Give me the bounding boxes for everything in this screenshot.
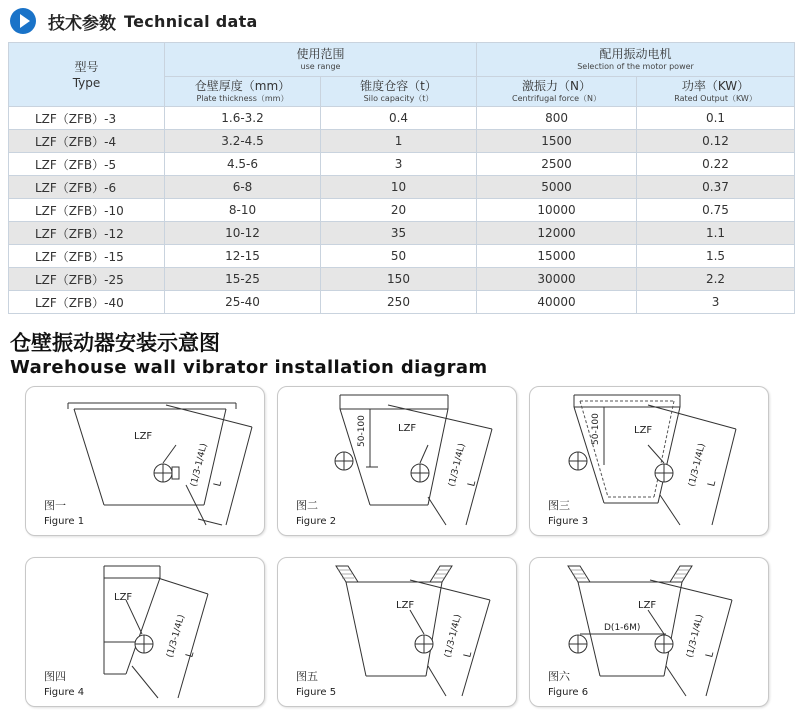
figure-3-panel [529,386,769,536]
cell-model: LZF（ZFB）-10 [9,199,165,222]
cell-silo-capacity: 0.4 [321,107,477,130]
label-lzf: LZF [638,600,657,611]
label-ratio: (1/3-1/4L) [443,613,464,659]
cell-centrifugal-force: 10000 [477,199,637,222]
cell-plate-thickness: 10-12 [165,222,321,245]
cell-plate-thickness: 4.5-6 [165,153,321,176]
cell-rated-output: 0.75 [637,199,795,222]
header-type: 型号 Type [9,43,165,107]
table-row [9,199,795,222]
technical-data-header [10,6,258,36]
cell-centrifugal-force: 800 [477,107,637,130]
table-row [9,268,795,291]
figure-4-panel [25,557,265,707]
cell-centrifugal-force: 2500 [477,153,637,176]
header-motor: 配用振动电机 Selection of the motor power [477,43,795,77]
technical-data-table [8,42,795,314]
label-l: L [466,479,479,488]
label-ratio: (1/3-1/4L) [447,442,468,488]
cell-centrifugal-force: 1500 [477,130,637,153]
diagram-title-en: Warehouse wall vibrator installation diagram [10,357,488,378]
cell-silo-capacity: 35 [321,222,477,245]
label-lzf: LZF [114,592,133,603]
figure-5-label-en: Figure 5 [296,687,337,698]
cell-centrifugal-force: 12000 [477,222,637,245]
cell-centrifugal-force: 5000 [477,176,637,199]
cell-rated-output: 0.37 [637,176,795,199]
cell-plate-thickness: 3.2-4.5 [165,130,321,153]
label-l: L [706,479,719,488]
figure-4-label-zh: 图四 [44,670,66,683]
cell-plate-thickness: 25-40 [165,291,321,314]
cell-model: LZF（ZFB）-5 [9,153,165,176]
label-lzf: LZF [134,431,153,442]
table-row [9,153,795,176]
label-ratio: (1/3-1/4L) [685,613,706,659]
cell-silo-capacity: 50 [321,245,477,268]
table-row [9,222,795,245]
header-plate-thickness: 仓壁厚度（mm） Plate thickness（mm） [165,77,321,107]
figure-6-label-zh: 图六 [548,670,570,683]
cell-model: LZF（ZFB）-40 [9,291,165,314]
label-ratio: (1/3-1/4L) [687,442,708,488]
cell-centrifugal-force: 15000 [477,245,637,268]
cell-model: LZF（ZFB）-15 [9,245,165,268]
figure-6-panel [529,557,769,707]
figure-6-label-en: Figure 6 [548,687,589,698]
header-use-range: 使用范围 use range [165,43,477,77]
diagram-title-zh: 仓壁振动器安装示意图 [10,331,220,355]
cell-plate-thickness: 6-8 [165,176,321,199]
label-distance: D(1-6M) [604,623,641,633]
cell-rated-output: 0.22 [637,153,795,176]
cell-plate-thickness: 12-15 [165,245,321,268]
figure-3-label-en: Figure 3 [548,516,589,527]
cell-silo-capacity: 20 [321,199,477,222]
cell-silo-capacity: 3 [321,153,477,176]
cell-plate-thickness: 8-10 [165,199,321,222]
figure-2-label-zh: 图二 [296,499,318,512]
cell-model: LZF（ZFB）-25 [9,268,165,291]
figure-1-panel [25,386,265,536]
table-row [9,245,795,268]
cell-rated-output: 3 [637,291,795,314]
figure-1-label-zh: 图一 [44,499,66,512]
cell-rated-output: 1.1 [637,222,795,245]
cell-silo-capacity: 1 [321,130,477,153]
label-l: L [212,479,225,488]
cell-rated-output: 2.2 [637,268,795,291]
cell-plate-thickness: 1.6-3.2 [165,107,321,130]
section-title-zh: 技术参数 [48,13,116,34]
table-row [9,130,795,153]
header-rated-output: 功率（KW） Rated Output（KW） [637,77,795,107]
table-row [9,107,795,130]
label-lzf: LZF [396,600,415,611]
label-offset: 50-100 [591,413,601,445]
installation-diagram-title [10,330,488,380]
label-l: L [184,650,197,659]
figure-5-panel [277,557,517,707]
figure-2-label-en: Figure 2 [296,516,337,527]
cell-model: LZF（ZFB）-6 [9,176,165,199]
cell-silo-capacity: 250 [321,291,477,314]
cell-silo-capacity: 10 [321,176,477,199]
label-l: L [462,650,475,659]
play-icon [10,8,36,34]
cell-rated-output: 1.5 [637,245,795,268]
figure-5-label-zh: 图五 [296,670,318,683]
cell-rated-output: 0.12 [637,130,795,153]
header-silo-capacity: 锥度仓容（t） Silo capacity（t） [321,77,477,107]
figure-4-label-en: Figure 4 [44,687,85,698]
label-offset: 50-100 [357,415,367,447]
label-ratio: (1/3-1/4L) [189,442,210,488]
cell-centrifugal-force: 40000 [477,291,637,314]
label-lzf: LZF [634,425,653,436]
label-l: L [704,650,717,659]
section-title-en: Technical data [124,11,258,31]
table-row [9,291,795,314]
figure-2-panel [277,386,517,536]
cell-rated-output: 0.1 [637,107,795,130]
cell-model: LZF（ZFB）-12 [9,222,165,245]
cell-silo-capacity: 150 [321,268,477,291]
table-row [9,176,795,199]
cell-plate-thickness: 15-25 [165,268,321,291]
label-ratio: (1/3-1/4L) [165,613,188,659]
figure-1-label-en: Figure 1 [44,516,85,527]
header-centrifugal-force: 激振力（N） Centrifugal force（N） [477,77,637,107]
cell-model: LZF（ZFB）-3 [9,107,165,130]
cell-model: LZF（ZFB）-4 [9,130,165,153]
figure-3-label-zh: 图三 [548,499,570,512]
cell-centrifugal-force: 30000 [477,268,637,291]
label-lzf: LZF [398,423,417,434]
